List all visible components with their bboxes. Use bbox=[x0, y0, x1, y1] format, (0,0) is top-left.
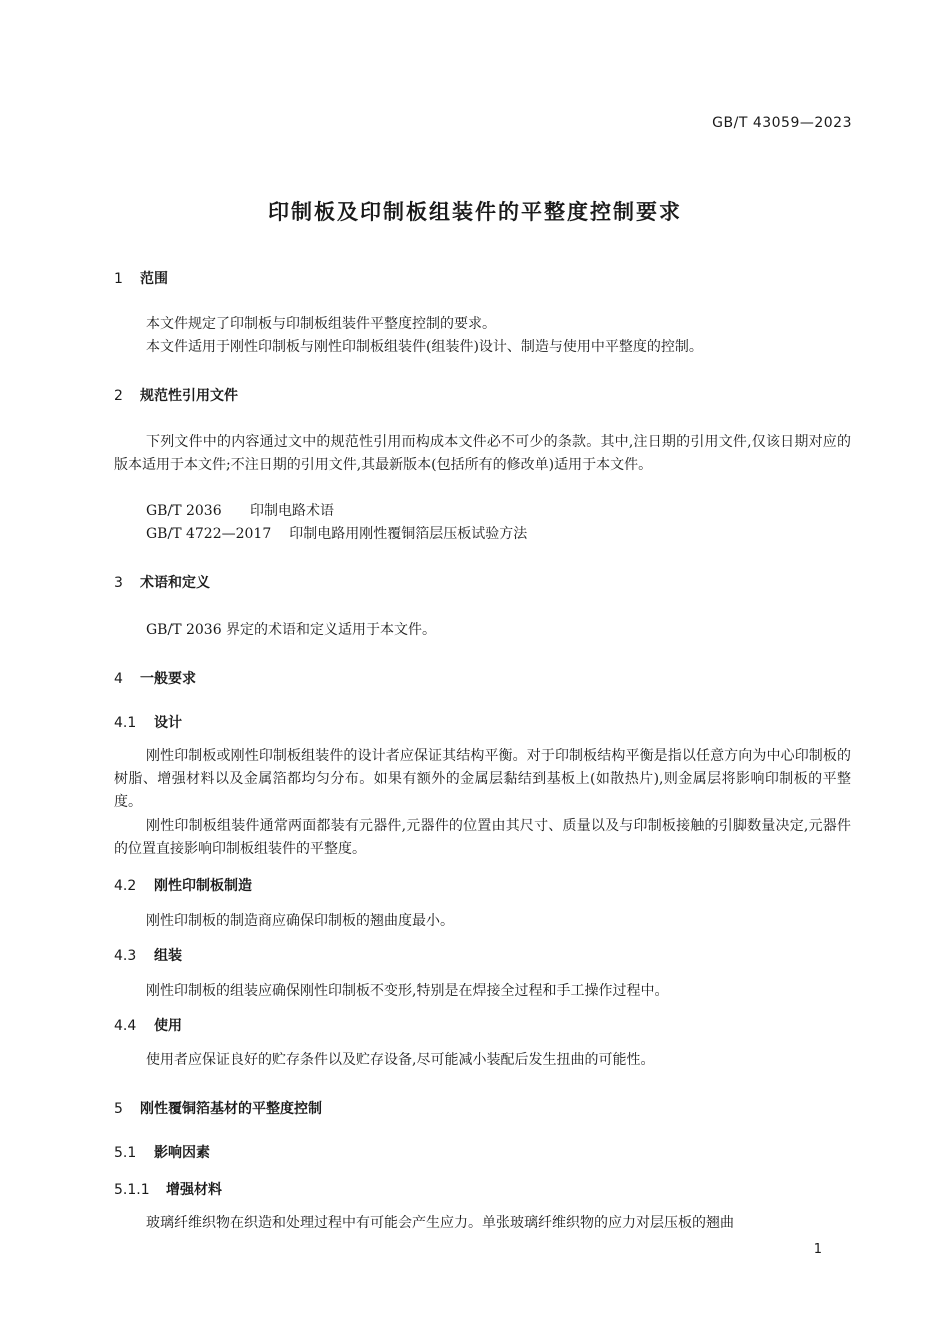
section-title: 使用 bbox=[154, 1018, 182, 1034]
reference-item bbox=[146, 500, 334, 520]
standard-code: GB/T 43059—2023 bbox=[712, 115, 852, 131]
section-title: 组装 bbox=[154, 948, 182, 964]
section-5-1-1-heading bbox=[114, 1179, 222, 1199]
section-4-4-heading bbox=[114, 1015, 182, 1035]
section-number: 4 bbox=[114, 671, 123, 687]
reference-code: GB/T 4722—2017 bbox=[146, 526, 272, 542]
section-5-1-1-paragraph-1: 玻璃纤维织物在织造和处理过程中有可能会产生应力。单张玻璃纤维织物的应力对层压板的翘曲 bbox=[146, 1215, 734, 1231]
section-1-paragraph-1: 本文件规定了印制板与印制板组装件平整度控制的要求。 bbox=[146, 316, 496, 332]
page-number: 1 bbox=[813, 1242, 822, 1257]
section-number: 3 bbox=[114, 575, 123, 591]
section-5-1-heading bbox=[114, 1142, 210, 1162]
section-title: 影响因素 bbox=[154, 1145, 210, 1161]
section-number: 5.1.1 bbox=[114, 1182, 150, 1198]
section-number: 5.1 bbox=[114, 1145, 137, 1161]
section-number: 4.1 bbox=[114, 715, 137, 731]
section-4-4-paragraph-1: 使用者应保证良好的贮存条件以及贮存设备,尽可能减小装配后发生扭曲的可能性。 bbox=[146, 1052, 655, 1068]
document-title: 印制板及印制板组装件的平整度控制要求 bbox=[268, 200, 682, 224]
section-4-2-paragraph-1: 刚性印制板的制造商应确保印制板的翘曲度最小。 bbox=[146, 913, 454, 929]
section-number: 5 bbox=[114, 1101, 123, 1117]
section-2-paragraph-1: 下列文件中的内容通过文中的规范性引用而构成本文件必不可少的条款。其中,注日期的引用文件,仅该日期对应的版本适用于本文件;不注日期的引用文件,其最新版本(包括所有的修改单)适用于本文件。 bbox=[114, 434, 851, 473]
section-title: 术语和定义 bbox=[140, 575, 210, 591]
reference-title: 印制电路用刚性覆铜箔层压板试验方法 bbox=[289, 526, 528, 542]
section-3-heading bbox=[114, 572, 210, 592]
section-number: 1 bbox=[114, 271, 123, 287]
section-1-heading bbox=[114, 268, 168, 288]
section-4-1-heading bbox=[114, 712, 182, 732]
section-number: 2 bbox=[114, 388, 123, 404]
section-4-1-paragraph-1: 刚性印制板或刚性印制板组装件的设计者应保证其结构平衡。对于印制板结构平衡是指以任意方向为中心印制板的树脂、增强材料以及金属箔都均匀分布。如果有额外的金属层黏结到基板上(如散热片),则金属层将影响印制板的平整度。 bbox=[114, 748, 851, 810]
section-5-heading bbox=[114, 1098, 322, 1118]
section-title: 规范性引用文件 bbox=[140, 388, 238, 404]
section-4-3-paragraph-1: 刚性印制板的组装应确保刚性印制板不变形,特别是在焊接全过程和手工操作过程中。 bbox=[146, 983, 669, 999]
section-title: 一般要求 bbox=[140, 671, 196, 687]
section-title: 刚性印制板制造 bbox=[154, 878, 252, 894]
section-title: 增强材料 bbox=[166, 1182, 222, 1198]
section-4-3-heading bbox=[114, 945, 182, 965]
reference-title: 印制电路术语 bbox=[250, 503, 334, 519]
section-3-paragraph-1: GB/T 2036 界定的术语和定义适用于本文件。 bbox=[146, 622, 437, 638]
section-4-2-heading bbox=[114, 875, 252, 895]
section-title: 刚性覆铜箔基材的平整度控制 bbox=[140, 1101, 322, 1117]
section-number: 4.2 bbox=[114, 878, 137, 894]
reference-code: GB/T 2036 bbox=[146, 503, 222, 519]
section-title: 范围 bbox=[140, 271, 168, 287]
reference-item bbox=[146, 523, 527, 543]
section-number: 4.3 bbox=[114, 948, 137, 964]
section-number: 4.4 bbox=[114, 1018, 137, 1034]
section-title: 设计 bbox=[154, 715, 182, 731]
section-2-heading bbox=[114, 385, 238, 405]
section-4-1-paragraph-2: 刚性印制板组装件通常两面都装有元器件,元器件的位置由其尺寸、质量以及与印制板接触的引脚数量决定,元器件的位置直接影响印制板组装件的平整度。 bbox=[114, 818, 851, 857]
section-4-heading bbox=[114, 668, 196, 688]
section-1-paragraph-2: 本文件适用于刚性印制板与刚性印制板组装件(组装件)设计、制造与使用中平整度的控制。 bbox=[146, 339, 703, 355]
